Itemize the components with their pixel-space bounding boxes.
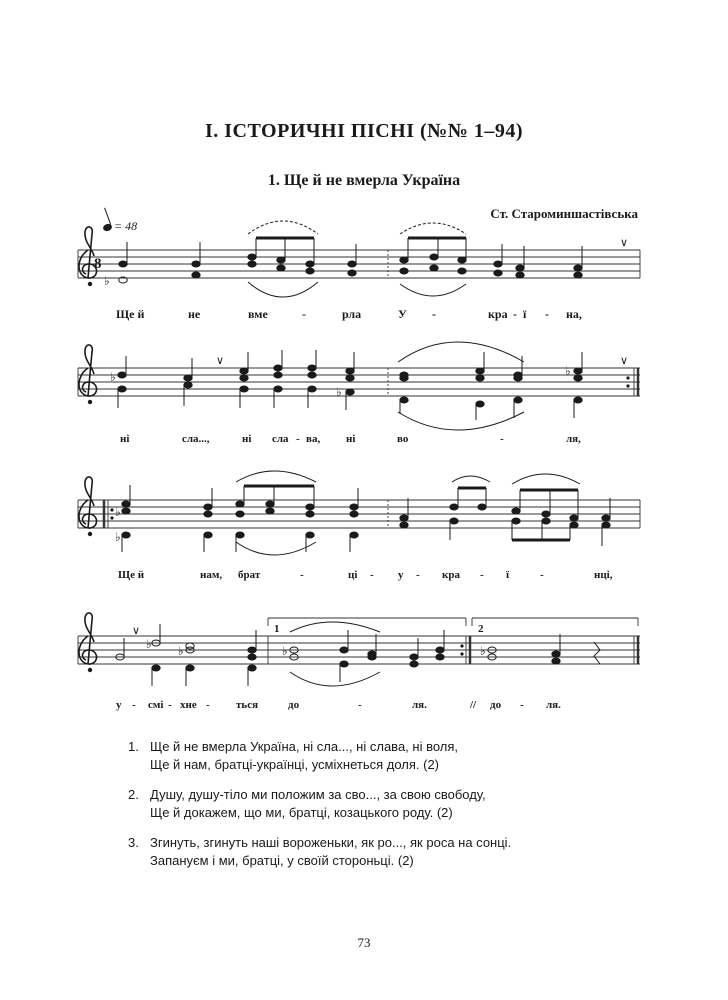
svg-text:-: - (416, 569, 420, 581)
tempo-value: = 48 (114, 219, 138, 233)
svg-text:у: у (398, 569, 404, 581)
breath-mark-icon: ∨ (216, 355, 225, 367)
breath-mark-icon: ∨ (620, 355, 629, 367)
svg-text:♭: ♭ (565, 364, 571, 378)
time-signature: 8 (94, 256, 102, 272)
svg-text:вме: вме (248, 307, 268, 321)
page-number: 73 (357, 935, 371, 950)
svg-text:♭: ♭ (115, 505, 121, 519)
svg-text:ва,: ва, (306, 433, 321, 445)
svg-text:-: - (300, 569, 304, 581)
svg-text:нам,: нам, (200, 569, 223, 581)
svg-text:-: - (206, 699, 210, 711)
staff-2-slurs (398, 342, 524, 430)
svg-text:♭: ♭ (336, 385, 342, 399)
svg-text:сла...,: сла..., (182, 433, 210, 445)
svg-text:кра: кра (488, 307, 508, 321)
lyrics-row-2 (120, 433, 581, 445)
song-title: 1. Ще й не вмерла Україна (267, 172, 461, 189)
verse-line: Запануєм і ми, братці, у своїй стороньці. (2) (150, 853, 414, 868)
lyrics-row-4 (116, 699, 561, 711)
svg-text:нці,: нці, (594, 569, 613, 581)
breath-mark-icon: ∨ (620, 237, 629, 249)
verse-line: Ще й не вмерла Україна, ні сла..., ні слава, ні воля, (150, 739, 459, 754)
svg-text:♭: ♭ (480, 644, 486, 658)
svg-text:ні: ні (120, 433, 130, 445)
svg-text:-: - (513, 307, 517, 321)
svg-text:-: - (168, 699, 172, 711)
svg-text:-: - (358, 699, 362, 711)
svg-text:♭: ♭ (115, 530, 121, 544)
svg-text:кра: кра (442, 569, 460, 581)
svg-text:-: - (302, 307, 306, 321)
verse-number: 2. (128, 787, 139, 802)
staff-4-slurs (290, 622, 380, 686)
svg-text:-: - (540, 569, 544, 581)
svg-text:-: - (432, 307, 436, 321)
svg-text:-: - (520, 699, 524, 711)
svg-text:-: - (370, 569, 374, 581)
svg-text:брат: брат (238, 569, 261, 581)
verse-list (128, 738, 511, 882)
lyrics-row-3 (118, 569, 613, 581)
svg-text:рла: рла (342, 307, 362, 321)
svg-text:до: до (288, 699, 300, 711)
verse-line: Душу, душу-тіло ми положим за сво..., за свою свободу, (150, 787, 486, 802)
svg-text:♭: ♭ (110, 370, 116, 384)
volta-2-label: 2 (478, 623, 484, 635)
svg-text:ці: ці (348, 569, 358, 581)
svg-text:ї: ї (506, 569, 510, 581)
verse-line: Ще й нам, братці-українці, усміхнеться доля. (2) (150, 757, 440, 772)
svg-text:смі: смі (148, 699, 164, 711)
svg-text:♭: ♭ (178, 644, 184, 658)
verse-1 (128, 738, 511, 774)
staff-3 (78, 500, 640, 528)
svg-text:-: - (132, 699, 136, 711)
section-title: І. ІСТОРИЧНІ ПІСНІ (№№ 1–94) (204, 120, 524, 142)
flat-icon: ♭ (104, 274, 110, 288)
svg-text:-: - (296, 433, 300, 445)
verse-line: Ще й докажем, що ми, братці, козацького роду. (2) (150, 805, 453, 820)
verse-2 (128, 786, 511, 822)
volta-1-label: 1 (274, 623, 280, 635)
svg-text:до: до (490, 699, 502, 711)
svg-text:♭: ♭ (282, 644, 288, 658)
lyrics-row-1 (116, 307, 582, 321)
svg-text:-: - (500, 433, 504, 445)
song-author: Ст. Староминшастівська (490, 206, 638, 221)
staff-3-notes (115, 485, 610, 552)
verse-line: Згинуть, згинуть наші вороженьки, як ро..., як роса на сонці. (150, 835, 512, 850)
staff-1 (78, 250, 640, 278)
svg-text://: // (470, 699, 477, 711)
svg-text:ля.: ля. (412, 699, 427, 711)
svg-text:ля,: ля, (566, 433, 581, 445)
svg-text:У: У (398, 307, 407, 321)
svg-text:ні: ні (346, 433, 356, 445)
svg-text:ться: ться (236, 699, 259, 711)
svg-text:на,: на, (566, 307, 582, 321)
svg-text:ні: ні (242, 433, 252, 445)
svg-text:во: во (397, 433, 409, 445)
breath-mark-icon: ∨ (132, 625, 141, 637)
svg-text:ля.: ля. (546, 699, 561, 711)
svg-text:ї: ї (523, 307, 527, 321)
verse-number: 3. (128, 835, 139, 850)
svg-text:♭: ♭ (146, 637, 152, 651)
svg-text:Ще й: Ще й (116, 307, 145, 321)
svg-text:сла: сла (272, 433, 289, 445)
svg-text:хне: хне (180, 699, 197, 711)
svg-text:у: у (116, 699, 122, 711)
svg-text:-: - (480, 569, 484, 581)
verse-number: 1. (128, 739, 139, 754)
staff-4-notes (116, 624, 600, 686)
svg-text:Ще й: Ще й (118, 569, 145, 581)
verse-3 (128, 834, 511, 870)
svg-text:-: - (545, 307, 549, 321)
staff-1-notes (119, 238, 582, 283)
staff-2 (78, 368, 640, 396)
staff-2-notes (110, 350, 582, 420)
svg-text:не: не (188, 307, 201, 321)
